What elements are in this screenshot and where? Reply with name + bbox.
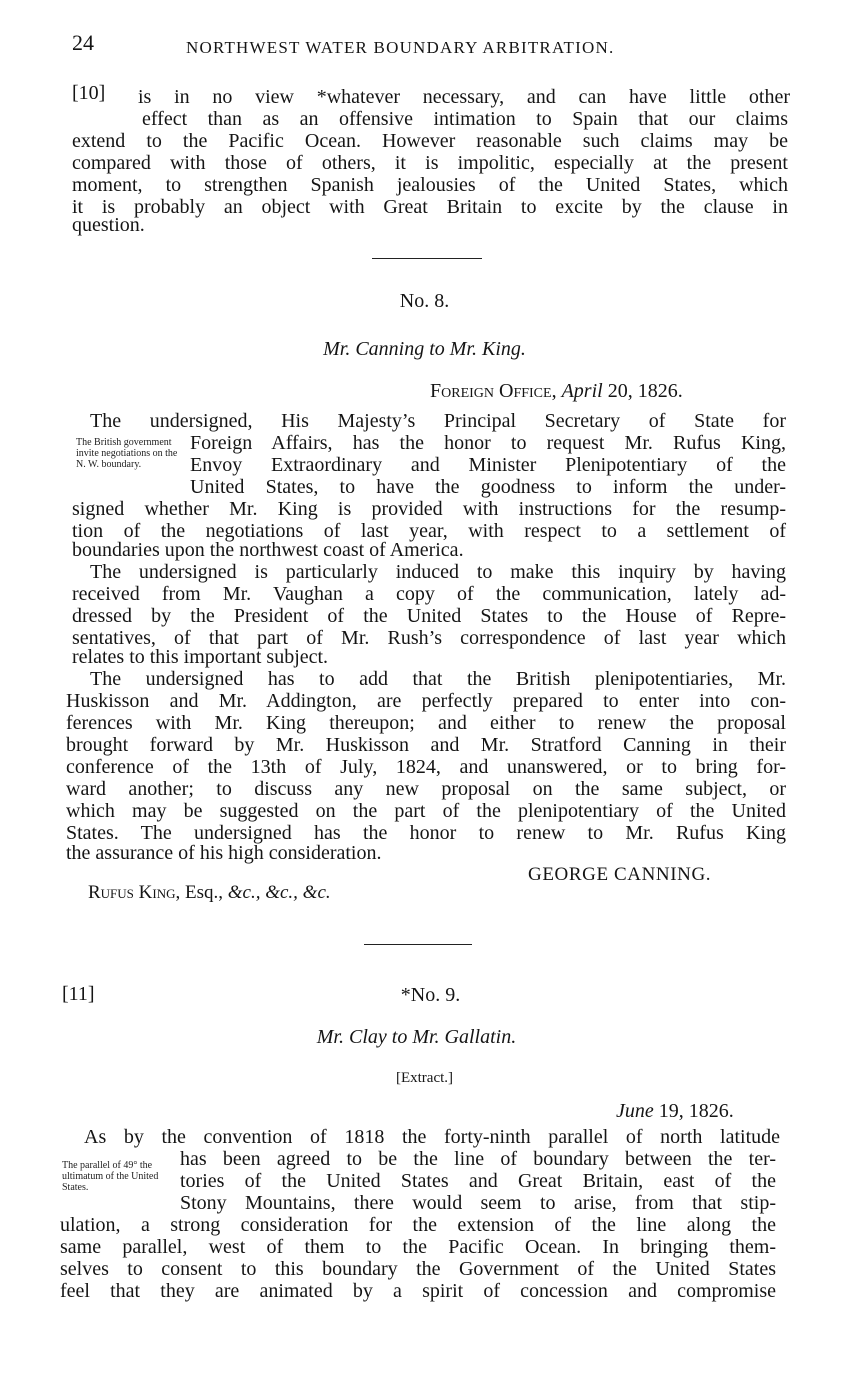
running-title: NORTHWEST WATER BOUNDARY ARBITRATION. <box>186 38 615 57</box>
text-line: is in no view *whatever necessary, and can have little other <box>138 86 790 108</box>
document-number: No. 8. <box>399 290 450 312</box>
text-line: United States, to have the goodness to inform the under- <box>190 476 786 498</box>
document-title: Mr. Clay to Mr. Gallatin. <box>316 1026 517 1048</box>
text-line: tion of the negotiations of last year, with respect to a settlement of <box>72 520 786 542</box>
text-line: compared with those of others, it is impolitic, especially at the present <box>72 152 788 174</box>
addressee-title: Esq., <box>185 882 223 903</box>
text-line: Foreign Affairs, has the honor to request Mr. Rufus King, <box>190 432 786 454</box>
text-line: effect than as an offensive intimation to Spain that our claims <box>142 108 788 130</box>
text-line: question. <box>72 214 145 236</box>
text-line: which may be suggested on the part of the plenipotentiary of the United <box>66 800 786 822</box>
text-line: The undersigned has to add that the British plenipotentiaries, Mr. <box>90 668 786 690</box>
text-line: boundaries upon the northwest coast of America. <box>72 539 464 561</box>
text-line: The undersigned is particularly induced to make this inquiry by having <box>90 561 786 583</box>
section-divider <box>364 944 472 945</box>
text-line: has been agreed to be the line of boundary between the ter- <box>180 1148 776 1170</box>
dateline-day-year: 19, 1826. <box>658 1100 734 1122</box>
text-line: signed whether Mr. King is provided with instructions for the resump- <box>72 498 786 520</box>
text-line: Stony Mountains, there would seem to arise, from that stip- <box>180 1192 776 1214</box>
text-line: States. The undersigned has the honor to renew to Mr. Rufus King <box>66 822 786 844</box>
text-line: ward another; to discuss any new proposal on the same subject, or <box>66 778 786 800</box>
text-line: same parallel, west of them to the Pacific Ocean. In bringing them- <box>60 1236 776 1258</box>
text-line: conference of the 13th of July, 1824, and unanswered, or to bring for- <box>66 756 786 778</box>
section-divider <box>372 258 482 259</box>
document-title: Mr. Canning to Mr. King. <box>323 338 526 360</box>
text-line: dressed by the President of the United States to the House of Repre- <box>72 605 786 627</box>
dateline <box>616 1100 734 1123</box>
text-line: tories of the United States and Great Britain, east of the <box>180 1170 776 1192</box>
text-line: moment, to strengthen Spanish jealousies of the United States, which <box>72 174 788 196</box>
dateline-place: Foreign Office, <box>430 380 557 402</box>
text-line: relates to this important subject. <box>72 646 329 668</box>
text-line: As by the convention of 1818 the forty-ninth parallel of north latitude <box>84 1126 780 1148</box>
addressee-name: Rufus King, <box>88 882 181 903</box>
dateline-month: April <box>561 380 603 402</box>
text-line: ferences with Mr. King thereupon; and either to renew the proposal <box>66 712 786 734</box>
addressee <box>88 882 331 904</box>
text-line: sentatives, of that part of Mr. Rush’s correspondence of last year which <box>72 627 786 649</box>
text-line: selves to consent to this boundary the Government of the United States <box>60 1258 776 1280</box>
text-line: ulation, a strong consideration for the extension of the line along the <box>60 1214 776 1236</box>
text-line: the assurance of his high consideration. <box>66 842 382 864</box>
signature: GEORGE CANNING. <box>528 864 712 885</box>
page-marker-11: [11] <box>62 983 95 1005</box>
dateline-day-year: 20, 1826. <box>607 380 683 402</box>
text-line: feel that they are animated by a spirit of concession and compromise <box>60 1280 776 1302</box>
dateline <box>430 380 683 403</box>
margin-note: The parallel of 49° the ultimatum of the United States. <box>62 1160 159 1193</box>
text-line: Huskisson and Mr. Addington, are perfectly prepared to enter into con- <box>66 690 786 712</box>
text-line: extend to the Pacific Ocean. However reasonable such claims may be <box>72 130 788 152</box>
text-line: The undersigned, His Majesty’s Principal Secretary of State for <box>90 410 786 432</box>
margin-note: The British government invite negotiations on the N. W. boundary. <box>76 437 178 470</box>
addressee-etc: &c., &c., &c. <box>227 882 331 903</box>
document-number: *No. 9. <box>400 984 461 1006</box>
page-marker-10: [10] <box>72 82 106 104</box>
extract-label: [Extract.] <box>395 1070 454 1086</box>
text-line: brought forward by Mr. Huskisson and Mr. Stratford Canning in their <box>66 734 786 756</box>
dateline-month: June <box>616 1100 654 1122</box>
page-number: 24 <box>72 30 94 55</box>
text-line: it is probably an object with Great Britain to excite by the clause in <box>72 196 788 218</box>
text-line: Envoy Extraordinary and Minister Plenipotentiary of the <box>190 454 786 476</box>
text-line: received from Mr. Vaughan a copy of the communication, lately ad- <box>72 583 786 605</box>
